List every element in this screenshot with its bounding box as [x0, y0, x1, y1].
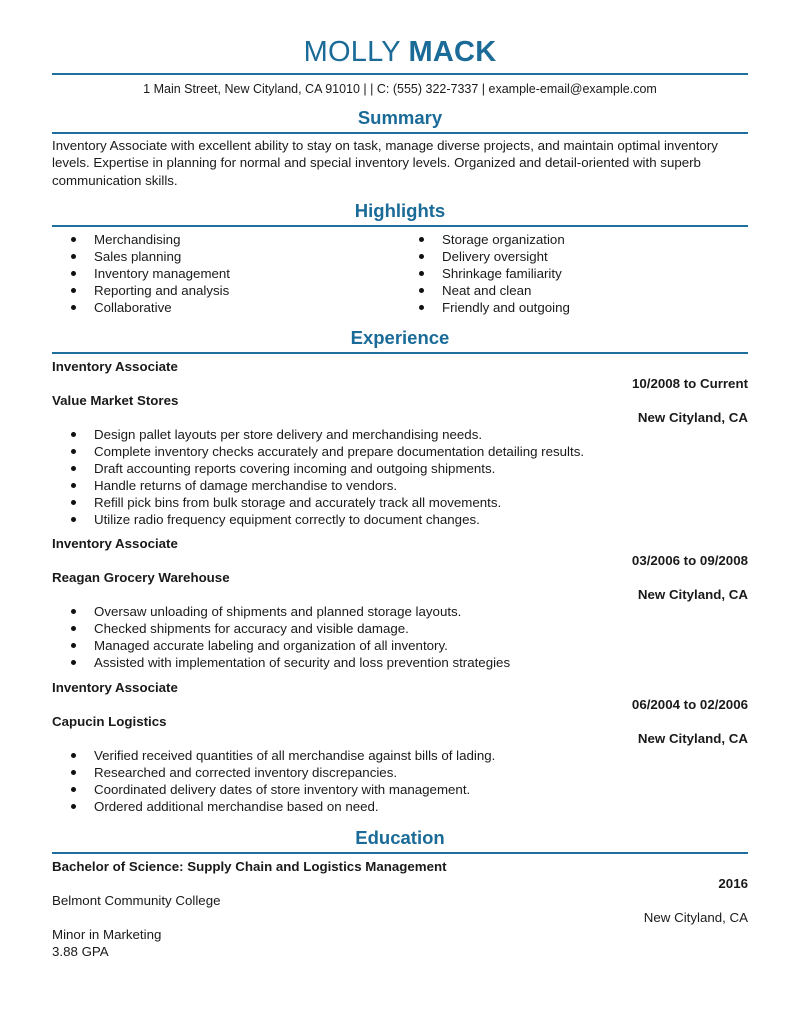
experience-divider [52, 352, 748, 354]
duty-item: Managed accurate labeling and organization of all inventory. [52, 637, 748, 654]
education-year-row [52, 875, 748, 892]
job-company: Value Market Stores [52, 392, 179, 408]
duty-item: Verified received quantities of all merchandise against bills of lading. [52, 747, 748, 764]
job-duties [52, 747, 748, 815]
highlight-item: Merchandising [52, 231, 400, 248]
highlights-heading: Highlights [354, 199, 446, 221]
duty-item: Coordinated delivery dates of store inventory with management. [52, 781, 748, 798]
job-company: Reagan Grocery Warehouse [52, 569, 230, 585]
job-location-row [52, 586, 748, 603]
duty-item: Refill pick bins from bulk storage and accurately track all movements. [52, 494, 748, 511]
education-section [52, 827, 748, 960]
candidate-name [52, 36, 748, 68]
duty-item: Checked shipments for accuracy and visible damage. [52, 620, 748, 637]
highlights-left-column [52, 231, 400, 316]
job-title: Inventory Associate [52, 358, 178, 374]
summary-divider [52, 132, 748, 134]
highlight-item: Collaborative [52, 299, 400, 316]
highlights-divider [52, 225, 748, 227]
contact-line: 1 Main Street, New Cityland, CA 91010 | | C: (555) 322-7337 | example-email@example.com [143, 82, 657, 96]
header-divider [52, 73, 748, 75]
highlight-item: Friendly and outgoing [400, 299, 748, 316]
summary-heading: Summary [357, 107, 443, 128]
highlights-grid [52, 231, 748, 316]
job-location-row [52, 730, 748, 747]
minor: Minor in Marketing [52, 926, 162, 942]
highlight-item: Sales planning [52, 248, 400, 265]
job-title: Inventory Associate [52, 679, 178, 695]
graduation-year: 2016 [718, 875, 748, 891]
job-duties [52, 603, 748, 671]
job-entry [52, 679, 748, 815]
highlight-item: Neat and clean [400, 282, 748, 299]
job-location: New Cityland, CA [637, 586, 748, 602]
highlight-item: Storage organization [400, 231, 748, 248]
job-title: Inventory Associate [52, 535, 178, 551]
experience-heading: Experience [350, 326, 450, 348]
job-dates: 03/2006 to 09/2008 [631, 552, 748, 568]
duty-item: Draft accounting reports covering incoming and outgoing shipments. [52, 460, 748, 477]
job-location: New Cityland, CA [637, 730, 748, 746]
job-dates-row [52, 696, 748, 713]
education-divider [52, 852, 748, 854]
duty-item: Oversaw unloading of shipments and planned storage layouts. [52, 603, 748, 620]
duty-item: Complete inventory checks accurately and prepare documentation detailing results. [52, 443, 748, 460]
degree: Bachelor of Science [52, 858, 180, 874]
highlights-section [52, 200, 748, 316]
gpa: 3.88 GPA [52, 943, 109, 959]
duty-item: Researched and corrected inventory discrepancies. [52, 764, 748, 781]
duty-item: Design pallet layouts per store delivery and merchandising needs. [52, 426, 748, 443]
job-dates-row [52, 375, 748, 392]
education-heading: Education [355, 826, 445, 848]
school-location: New Cityland, CA [643, 909, 748, 925]
highlight-item: Inventory management [52, 265, 400, 282]
highlight-item: Delivery oversight [400, 248, 748, 265]
resume-page [52, 0, 748, 960]
duty-item: Assisted with implementation of security and loss prevention strategies [52, 654, 748, 671]
last-name: MACK [408, 36, 497, 68]
school-name: Belmont Community College [52, 892, 221, 908]
highlight-item: Reporting and analysis [52, 282, 400, 299]
highlight-item: Shrinkage familiarity [400, 265, 748, 282]
job-entry [52, 358, 748, 528]
highlights-right-column [400, 231, 748, 316]
job-entry [52, 535, 748, 671]
degree-separator: : [179, 858, 188, 874]
degree-line [52, 858, 748, 875]
summary-section [52, 107, 748, 189]
job-dates-row [52, 552, 748, 569]
experience-section [52, 327, 748, 815]
degree-field: Supply Chain and Logistics Management [187, 858, 447, 874]
summary-text: Inventory Associate with excellent ability to stay on task, manage diverse projects, and maintain optimal inventory levels. Expertise in planning for normal and special inventory levels. Organized and detail-oriented with superb communication skills. [52, 138, 718, 188]
first-name: MOLLY [303, 36, 401, 68]
duty-item: Ordered additional merchandise based on need. [52, 798, 748, 815]
job-location: New Cityland, CA [637, 409, 748, 425]
job-duties [52, 426, 748, 528]
education-location-row [52, 909, 748, 926]
job-dates: 06/2004 to 02/2006 [631, 696, 748, 712]
duty-item: Utilize radio frequency equipment correctly to document changes. [52, 511, 748, 528]
job-location-row [52, 409, 748, 426]
job-dates: 10/2008 to Current [631, 375, 748, 391]
job-company: Capucin Logistics [52, 713, 167, 729]
duty-item: Handle returns of damage merchandise to vendors. [52, 477, 748, 494]
